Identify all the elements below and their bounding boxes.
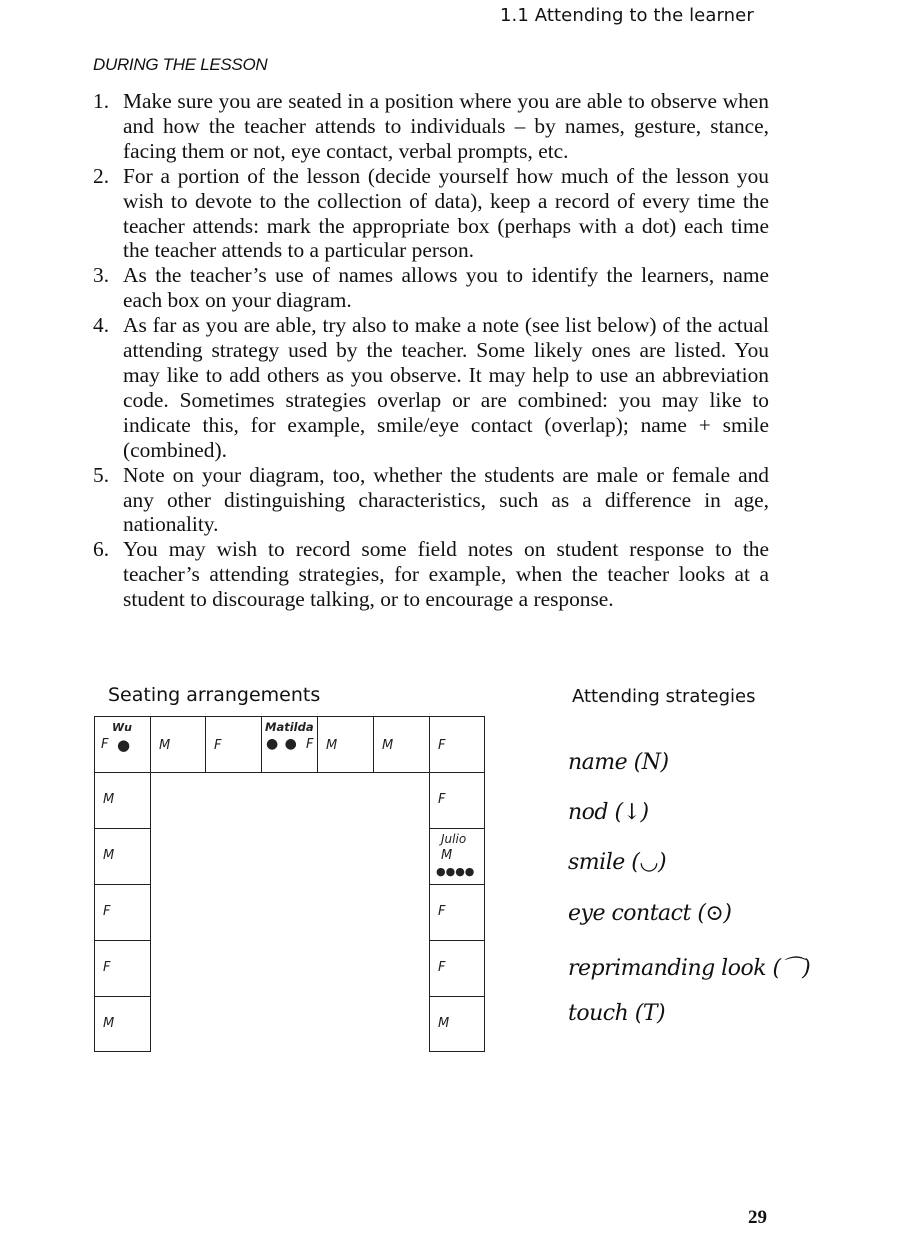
student-gender: M	[326, 738, 338, 753]
strategy-label: nod	[568, 800, 608, 826]
list-item	[93, 463, 769, 538]
running-head: 1.1 Attending to the learner	[500, 5, 754, 26]
page-number: 29	[748, 1207, 767, 1228]
step-text: As far as you are able, try also to make a note (see list below) of the actual attending strategy used by the teacher. Some likely ones are listed. You may like to add others as you observe. It may help to use an abbreviation code. Sometimes strategies overlap or are combined: you may like to indicate this, for example, smile/eye contact (overlap); name + smile (combined).	[123, 313, 769, 462]
step-number: 3.	[93, 263, 110, 288]
student-gender: F	[306, 737, 314, 752]
seat-top-7	[429, 716, 485, 773]
strategy-item	[568, 901, 810, 951]
strategy-label: name	[568, 750, 628, 775]
step-number: 4.	[93, 313, 110, 338]
list-item	[93, 537, 769, 612]
list-item	[93, 164, 769, 264]
seat-right-5	[429, 996, 485, 1052]
student-name: Matilda	[265, 720, 314, 734]
student-gender: F	[438, 904, 446, 919]
student-gender: F	[103, 904, 111, 919]
strategy-label: eye contact	[568, 900, 691, 926]
student-gender: M	[438, 1016, 450, 1031]
step-number: 2.	[93, 163, 110, 188]
student-gender: F	[438, 792, 446, 807]
student-name: Wu	[112, 721, 132, 734]
seat-right-1	[429, 772, 485, 829]
seat-left-4	[94, 940, 151, 997]
strategy-label: reprimanding look	[568, 955, 767, 981]
strategy-item	[568, 850, 810, 900]
seat-top-5	[317, 716, 374, 773]
seat-top-1	[94, 716, 151, 773]
strategy-item	[568, 1001, 810, 1051]
seat-left-1	[94, 772, 151, 829]
student-gender: M	[103, 848, 115, 863]
strategy-item	[568, 951, 810, 1001]
step-text: As the teacher’s use of names allows you to identify the learners, name each box on your diagram.	[123, 263, 769, 313]
seat-top-3	[205, 716, 262, 773]
student-gender: F	[214, 738, 222, 753]
eye-contact-icon: (⊙)	[697, 900, 732, 926]
seat-left-2	[94, 828, 151, 885]
student-gender: M	[103, 792, 115, 807]
step-text: Note on your diagram, too, whether the students are male or female and any other distinguishing characteristics, such as a difference in age, nationality.	[123, 462, 769, 537]
seat-top-4	[261, 716, 318, 773]
student-gender: F	[101, 737, 109, 752]
seat-top-6	[373, 716, 430, 773]
seat-left-3	[94, 884, 151, 941]
section-heading: DURING THE LESSON	[93, 55, 268, 74]
list-item	[93, 313, 769, 462]
attention-dots: ● ●	[266, 736, 298, 752]
step-text: For a portion of the lesson (decide yourself how much of the lesson you wish to devote to the collection of data), keep a record of every time the teacher attends: mark the appropriate box (perhaps with a dot) each time the teacher attends to a particular person.	[123, 163, 769, 263]
student-gender: F	[103, 960, 111, 975]
reprimand-look-icon: (⌒)	[772, 955, 811, 981]
strategy-code: (T)	[634, 1000, 666, 1026]
seat-right-3	[429, 884, 485, 941]
step-number: 6.	[93, 537, 110, 562]
strategy-code: (N)	[633, 750, 669, 775]
strategies-list	[568, 750, 810, 1051]
attention-dots: ●●●●	[436, 865, 475, 878]
student-gender: F	[438, 960, 446, 975]
seat-left-5	[94, 996, 151, 1052]
list-item	[93, 89, 769, 164]
step-number: 1.	[93, 89, 110, 113]
student-name: Julio	[441, 832, 467, 846]
nod-arrow-icon: (↓)	[614, 800, 649, 826]
seat-right-2	[429, 828, 485, 885]
strategies-title: Attending strategies	[572, 686, 756, 707]
step-text: You may wish to record some field notes on student response to the teacher’s attending strategies, for example, when the teacher looks at a student to discourage talking, or to encourage a response.	[123, 537, 769, 612]
strategy-item	[568, 750, 810, 800]
step-number: 5.	[93, 462, 110, 487]
seat-right-4	[429, 940, 485, 997]
list-item	[93, 263, 769, 313]
strategy-label: smile	[568, 850, 625, 876]
student-gender: M	[103, 1016, 115, 1031]
strategy-item	[568, 800, 810, 850]
student-gender: M	[159, 738, 171, 753]
seat-top-2	[150, 716, 206, 773]
student-gender: M	[441, 848, 453, 863]
student-gender: F	[438, 738, 446, 753]
seating-title: Seating arrangements	[108, 684, 321, 706]
student-gender: M	[382, 738, 394, 753]
attention-dots: ●	[117, 736, 133, 754]
step-text: Make sure you are seated in a position where you are able to observe when and how the teacher attends to individuals – by names, gesture, stance, facing them or not, eye contact, verbal prompts, etc.	[123, 89, 769, 163]
strategy-label: touch	[568, 1000, 629, 1026]
instruction-list	[93, 89, 769, 612]
smile-icon: (◡)	[631, 850, 667, 876]
